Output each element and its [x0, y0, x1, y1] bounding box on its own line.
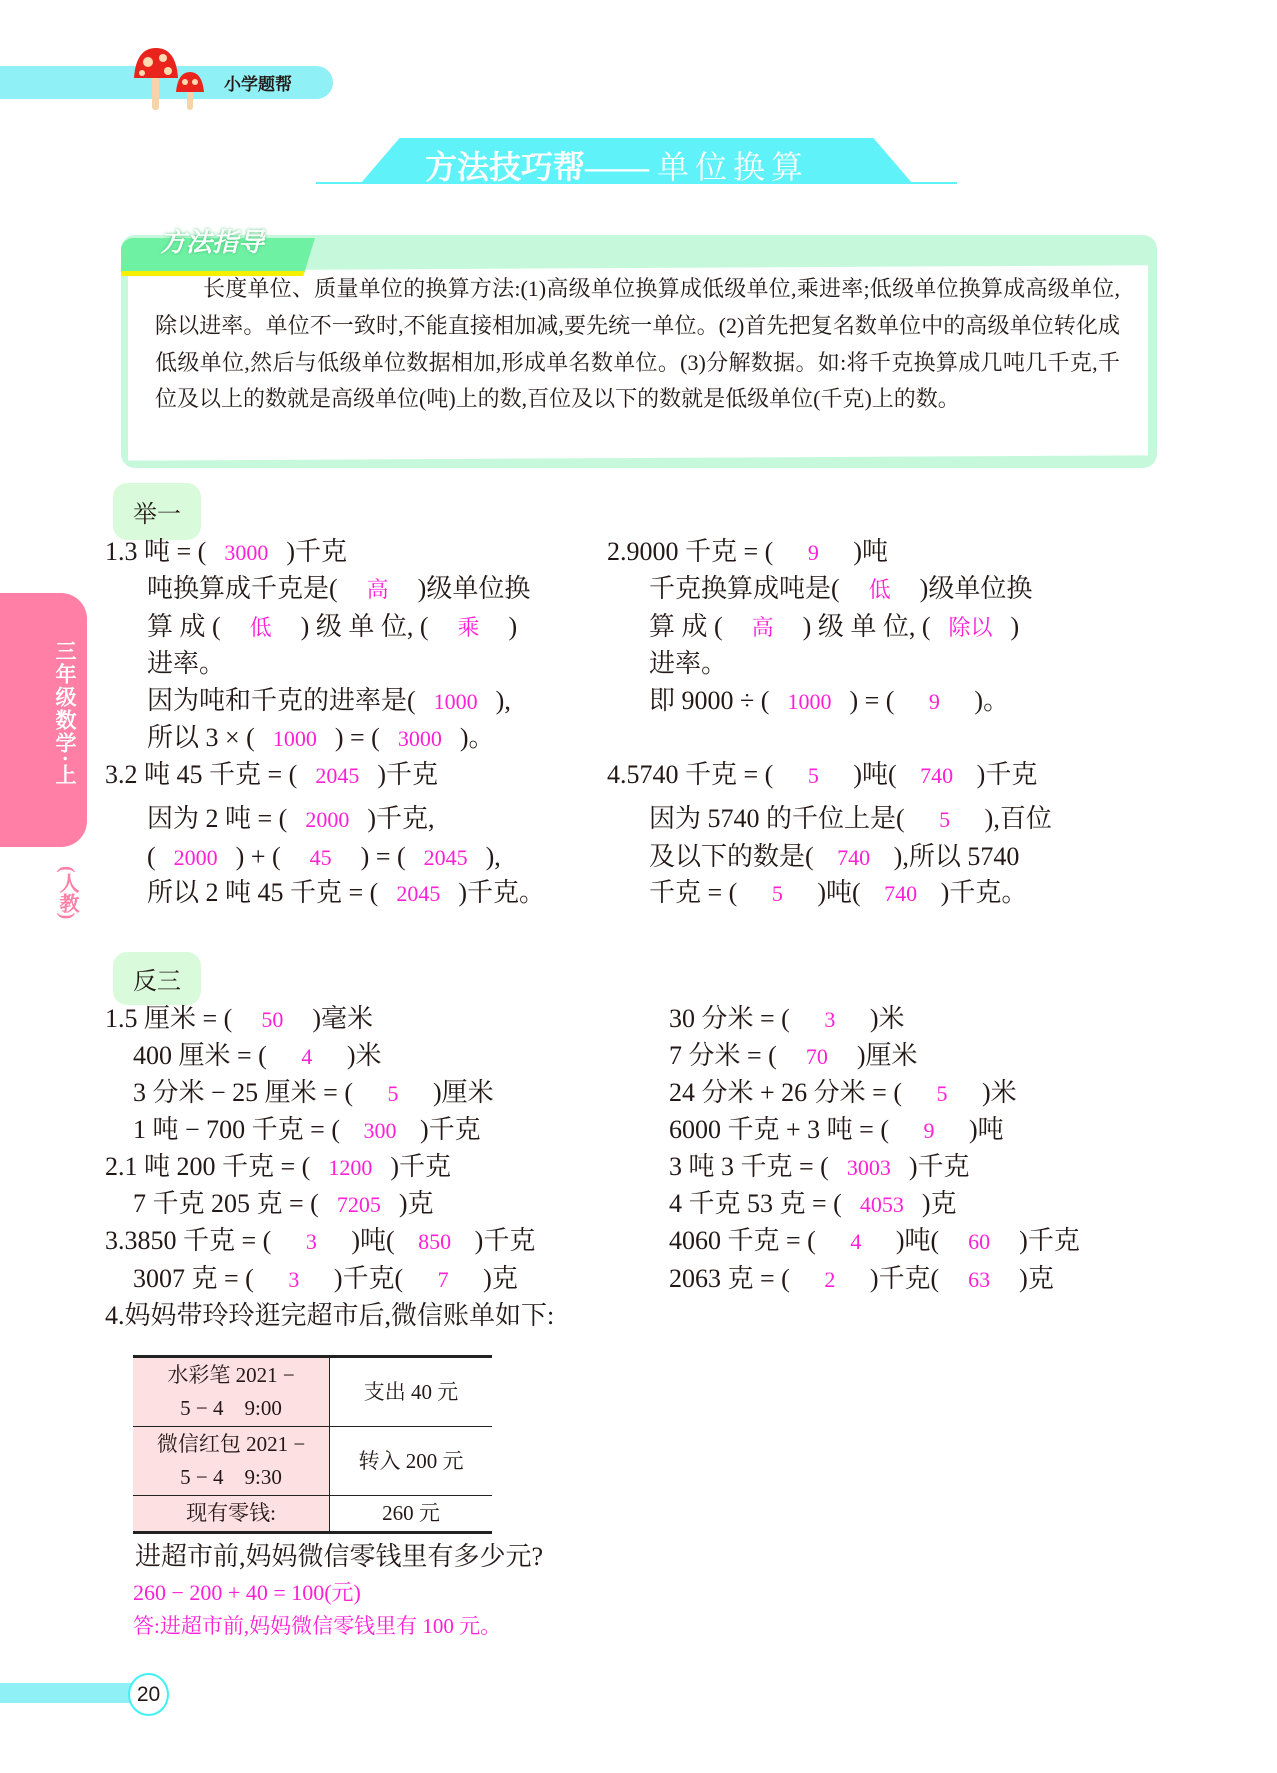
answer-value: 2045	[396, 881, 441, 906]
problem-line	[669, 1002, 905, 1037]
method-label: 方法指导	[160, 228, 265, 257]
problem-text: )千克	[1019, 1226, 1080, 1255]
problem-text: 4.妈妈带玲玲逛完超市后,微信账单如下:	[105, 1301, 555, 1330]
answer-value: 5	[807, 763, 819, 788]
answer-value: 740	[920, 763, 954, 788]
problem-text: 算 成 (	[649, 612, 723, 641]
answer-value: 3	[305, 1229, 317, 1254]
problem-line	[133, 1262, 518, 1297]
answer-value: 7	[437, 1267, 449, 1292]
problem-text: 因为 5740 的千位上是(	[649, 804, 905, 833]
problem-text: 所以 2 吨 45 千克 = (	[147, 878, 379, 907]
problem-text: 即 9000 ÷ (	[649, 686, 770, 715]
problem-text: 3 分米 − 25 厘米 = (	[133, 1078, 353, 1107]
bill-amount: 支出 40 元	[330, 1357, 493, 1427]
problem-line	[669, 1187, 957, 1222]
problem-text: )毫米	[312, 1004, 373, 1033]
problem-text: 7 分米 = (	[669, 1041, 777, 1070]
problem-text: 吨换算成千克是(	[147, 574, 338, 603]
problem-text: ) = (	[849, 686, 895, 715]
answer-value: 1000	[272, 726, 317, 751]
answer-value: 2000	[305, 807, 350, 832]
mushroom-logo-icon	[130, 44, 216, 114]
problem-text: )千克(	[869, 1264, 940, 1293]
problem-line	[105, 535, 347, 570]
bill-item-cell	[133, 1357, 330, 1427]
problem-text: )	[1010, 612, 1020, 641]
answer-value: 740	[884, 881, 918, 906]
answer-value: 63	[968, 1267, 991, 1292]
problem-text: ),所以 5740	[893, 842, 1020, 871]
problem-text: )克	[398, 1189, 434, 1218]
section-practice-label: 反三	[133, 969, 181, 995]
footer-band	[0, 1683, 132, 1703]
problem-text: )	[508, 612, 518, 641]
answer-value: 9	[807, 540, 819, 565]
problem-line	[147, 572, 530, 607]
problem-text: )千克	[377, 760, 438, 789]
problem-line	[147, 610, 517, 645]
problem-text: 进率。	[649, 649, 728, 678]
problem-line	[649, 572, 1032, 607]
problem-text: 千克换算成吨是(	[649, 574, 840, 603]
problem-line	[649, 802, 1052, 837]
problem-text: )克	[483, 1264, 518, 1293]
bill-row	[133, 1357, 492, 1427]
problem-line	[669, 1150, 970, 1185]
answer-value: 850	[418, 1229, 452, 1254]
answer-value: 70	[805, 1044, 828, 1069]
answer-value: 3	[824, 1007, 836, 1032]
problem-line	[649, 610, 1019, 645]
problem-text: ),百位	[984, 804, 1052, 833]
section-tab-example	[113, 483, 201, 540]
problem-line	[607, 535, 888, 570]
problem-line	[133, 1039, 382, 1074]
problem-line	[133, 1187, 434, 1222]
problem-text: )吨(	[853, 760, 897, 789]
problem-text: )吨(	[817, 878, 861, 907]
answer-value: 3000	[224, 540, 269, 565]
answer-value: 1200	[328, 1155, 373, 1180]
answer-formula: 260 − 200 + 40 = 100(元)	[133, 1580, 361, 1605]
problem-text: )厘米	[856, 1041, 918, 1070]
problem-text: 所以 3 × (	[147, 723, 255, 752]
answer-value: 3000	[397, 726, 442, 751]
problem-text: )千克	[286, 537, 347, 566]
bill-time: 5 − 4 9:30	[180, 1465, 282, 1489]
answer-value: 2045	[315, 763, 360, 788]
title-main: 方法技巧帮——	[425, 149, 650, 185]
bill-amount: 转入 200 元	[330, 1427, 493, 1496]
problem-line	[105, 1224, 535, 1259]
answer-value: 除以	[948, 615, 993, 640]
answer-value: 高	[366, 577, 389, 602]
problem-line	[147, 647, 225, 681]
problem-text: )克	[921, 1189, 957, 1218]
problem-line	[105, 1150, 451, 1185]
problem-text: )千克	[420, 1115, 481, 1144]
answer-value: 3	[288, 1267, 300, 1292]
section-example-label: 举一	[133, 502, 181, 528]
page-title	[425, 142, 809, 188]
problem-text: 7 千克 205 克 = (	[133, 1189, 319, 1218]
problem-text: )克	[1019, 1264, 1054, 1293]
problem-text: 6000 千克 + 3 吨 = (	[669, 1115, 889, 1144]
problem-text: ) 级 单 位, (	[802, 612, 931, 641]
problem-line	[649, 876, 1027, 911]
problem-line	[669, 1262, 1054, 1297]
balance-label: 现有零钱:	[133, 1496, 330, 1533]
problem-text: (	[147, 842, 156, 871]
problem-text: 4 千克 53 克 = (	[669, 1189, 842, 1218]
problem-text: )千克(	[333, 1264, 404, 1293]
brand-name: 小学题帮	[224, 75, 292, 95]
answer-value: 9	[923, 1118, 935, 1143]
problem-text: ),	[485, 842, 501, 871]
problem-line	[649, 840, 1019, 875]
problem-line	[147, 684, 511, 719]
answer-value: 45	[309, 845, 332, 870]
problem-line	[669, 1113, 1004, 1148]
problem-text: )千克	[390, 1152, 451, 1181]
problem-line	[105, 1299, 554, 1333]
problem-text: ),	[495, 686, 511, 715]
problem-line	[105, 1002, 373, 1037]
problem-text: )千克。	[940, 878, 1028, 907]
problem-text: 3007 克 = (	[133, 1264, 254, 1293]
problem-text: 400 厘米 = (	[133, 1041, 267, 1070]
problem-text: )厘米	[433, 1078, 494, 1107]
problem-text: 2.9000 千克 = (	[607, 537, 774, 566]
problem-line	[133, 1076, 494, 1111]
problem-line	[147, 876, 545, 911]
problem-text: 因为吨和千克的进率是(	[147, 686, 416, 715]
problem-text: 24 分米 + 26 分米 = (	[669, 1078, 902, 1107]
wechat-bill-table	[133, 1355, 492, 1534]
problem-line	[147, 840, 501, 875]
answer-value: 4	[301, 1044, 313, 1069]
answer-value: 乘	[457, 615, 480, 640]
problem-text: ) = (	[334, 723, 380, 752]
problem-text: 1.3 吨 = (	[105, 537, 207, 566]
answer-value: 2000	[173, 845, 218, 870]
problem-text: 2063 克 = (	[669, 1264, 790, 1293]
problem-text: 1 吨 − 700 千克 = (	[133, 1115, 340, 1144]
answer-value: 5	[387, 1081, 399, 1106]
answer-value: 1000	[787, 689, 832, 714]
answer-value: 9	[928, 689, 940, 714]
problem-text: 进率。	[147, 649, 226, 678]
bill-row	[133, 1427, 492, 1496]
title-sub: 单位换算	[657, 149, 810, 185]
answer-value: 1000	[433, 689, 478, 714]
answer-value: 2	[824, 1267, 836, 1292]
problem-text: 3.2 吨 45 千克 = (	[105, 760, 298, 789]
problem-line	[649, 684, 1009, 719]
problem-text: )级单位换	[919, 574, 1033, 603]
problem-line	[649, 647, 727, 681]
section-tab-practice	[113, 952, 201, 1005]
problem-text: 因为 2 吨 = (	[147, 804, 288, 833]
answer-value: 5	[939, 807, 951, 832]
answer-value: 7205	[336, 1192, 381, 1217]
side-edition-label: (人教)	[56, 866, 78, 920]
bill-item: 微信红包 2021 −	[156, 1432, 306, 1456]
problem-text: )吨(	[351, 1226, 395, 1255]
answer-value: 3003	[846, 1155, 891, 1180]
problem-line	[669, 1039, 918, 1074]
answer-value: 50	[261, 1007, 284, 1032]
answer-value: 300	[363, 1118, 397, 1143]
side-grade-label: 三年级数学·上	[53, 640, 77, 788]
problem-text: )。	[459, 723, 495, 752]
problem-text: )吨	[853, 537, 888, 566]
problem-text: )千克	[474, 1226, 536, 1255]
problem-line	[669, 1224, 1080, 1259]
problem-text: ) 级 单 位, (	[300, 612, 429, 641]
problem-text: 4.5740 千克 = (	[607, 760, 774, 789]
problem-text: )米	[346, 1041, 382, 1070]
problem-line	[669, 1076, 1017, 1111]
answer-value: 4053	[859, 1192, 904, 1217]
problem-text: 千克 = (	[649, 878, 738, 907]
problem-text: ) = (	[360, 842, 406, 871]
answer-value: 5	[771, 881, 783, 906]
answer-value: 低	[249, 615, 272, 640]
answer-sentence: 答:进超市前,妈妈微信零钱里有 100 元。	[133, 1614, 502, 1638]
answer-value: 4	[850, 1229, 862, 1254]
question-text: 进超市前,妈妈微信零钱里有多少元?	[135, 1542, 544, 1571]
problem-text: 4060 千克 = (	[669, 1226, 816, 1255]
answer-value: 740	[837, 845, 871, 870]
answer-value: 高	[751, 615, 774, 640]
problem-text: 3 吨 3 千克 = (	[669, 1152, 829, 1181]
answer-value: 60	[968, 1229, 991, 1254]
problem-text: ) + (	[235, 842, 281, 871]
problem-line	[147, 802, 435, 837]
problem-text: )千克。	[458, 878, 545, 907]
answer-value: 低	[868, 577, 891, 602]
problem-text: )级单位换	[417, 574, 531, 603]
bill-time: 5 − 4 9:00	[180, 1396, 282, 1420]
bill-item-cell	[133, 1427, 330, 1496]
answer-value: 2045	[423, 845, 468, 870]
bill-item: 水彩笔 2021 −	[167, 1363, 295, 1387]
problem-text: )。	[974, 686, 1010, 715]
problem-text: 及以下的数是(	[649, 842, 814, 871]
problem-text: )千克	[908, 1152, 970, 1181]
problem-text: 2.1 吨 200 千克 = (	[105, 1152, 311, 1181]
problem-text: 3.3850 千克 = (	[105, 1226, 272, 1255]
problem-text: )千克,	[367, 804, 435, 833]
answer-value: 5	[936, 1081, 948, 1106]
problem-text: )千克	[976, 760, 1038, 789]
problem-line	[105, 758, 438, 793]
page-number: 20	[128, 1673, 169, 1716]
problem-text: )吨(	[895, 1226, 940, 1255]
problem-text: 算 成 (	[147, 612, 221, 641]
problem-text: )米	[982, 1078, 1017, 1107]
method-text: 长度单位、质量单位的换算方法:(1)高级单位换算成低级单位,乘进率;低级单位换算成高级单位,除以进率。单位不一致时,不能直接相加减,要先统一单位。(2)首先把复名数单位中的高级单位转化成低级单位,然后与低级单位数据相加,形成单名数单位。(3)分解数据。如:将千克换算成几吨几千克,千位及以上的数就是高级单位(吨)上的数,百位及以下的数就是低级单位(千克)上的数。	[155, 276, 1120, 412]
balance-value: 260 元	[330, 1496, 493, 1533]
problem-text: )米	[869, 1004, 905, 1033]
problem-text: 30 分米 = (	[669, 1004, 790, 1033]
problem-line	[133, 1113, 481, 1148]
bill-balance-row	[133, 1496, 492, 1533]
problem-line	[607, 758, 1037, 793]
problem-text: 1.5 厘米 = (	[105, 1004, 233, 1033]
problem-line	[147, 721, 494, 756]
problem-text: )吨	[969, 1115, 1004, 1144]
